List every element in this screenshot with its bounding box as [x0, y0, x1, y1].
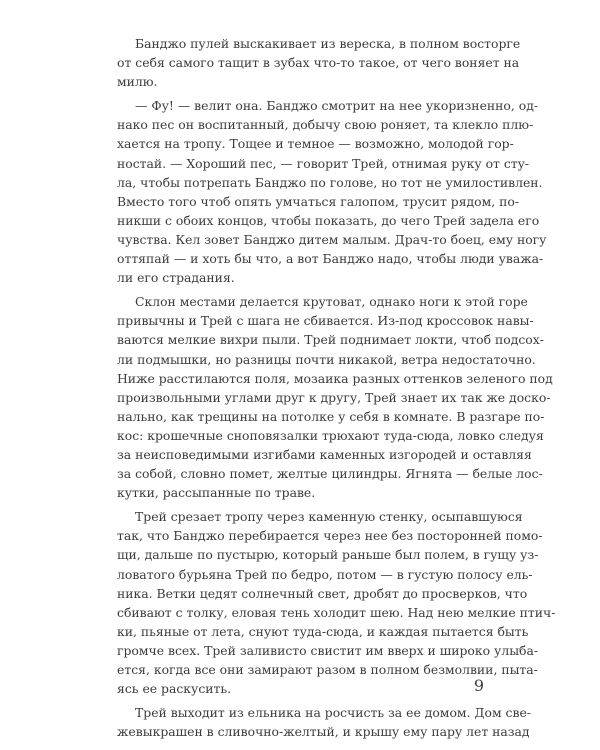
paragraph: [117, 507, 556, 698]
text-line: ностай. — Хороший пес, — говорит Трей, отнимая руку от сту-: [117, 155, 530, 171]
text-line: Банджо пулей выскакивает из вереска, в полном восторге: [135, 36, 521, 51]
paragraph: [117, 34, 521, 91]
text-line: ловатого бурьяна Трей по бедро, потом — в густую полосу ель-: [117, 566, 533, 582]
text-line: произвольными углами друг к другу, Трей знает их так же доско-: [117, 389, 551, 405]
text-line: Склон местами делается крутоват, однако ноги к этой горе: [135, 294, 528, 310]
page-number: 9: [473, 676, 484, 695]
text-line: Трей срезает тропу через каменную стенку, осыпавшуюся: [135, 509, 523, 525]
text-line: от себя самого тащит в зубах что-то такое, от чего воняет на: [117, 55, 520, 71]
text-line: ли подмышки, но разницы почти никакой, ветра недостаточно.: [117, 351, 536, 367]
text-line: привычны и Трей с шага не сбивается. Из-под кроссовок навы-: [117, 313, 534, 329]
text-line: ника. Ветки цедят солнечный свет, дробят до просверков, что: [117, 585, 528, 601]
text-line: ки, пьяные от лета, снуют туда-сюда, и каждая пытается быть: [117, 623, 529, 639]
text-line: — Фу! — велит она. Банджо смотрит на нее укоризненно, од-: [135, 98, 539, 114]
text-line: так, что Банджо перебирается через нее без посторонней помо-: [117, 528, 543, 544]
text-line: ется, когда все они замирают разом в полном безмолвии, пыта-: [117, 662, 538, 677]
text-line: громче всех. Трей заливисто свистит им вверх и широко улыба-: [117, 642, 539, 658]
text-line: Ниже расстилаются поля, мозаика разных оттенков зеленого под: [117, 370, 553, 386]
text-line: Трей выходит из ельника на росчисть за ее домом. Дом све-: [135, 705, 531, 721]
text-line: ли его страдания.: [117, 270, 235, 286]
text-line: жевыкрашен в сливочно-желтый, и крышу ему пару лет назад: [117, 724, 530, 740]
text-line: нако пес он воспитанный, добычу свою роняет, та клекло плю-: [117, 117, 534, 133]
paragraph: [117, 703, 531, 741]
body-text: [117, 34, 556, 741]
paragraph: [117, 96, 547, 287]
text-line: кутки, рассыпанные по траве.: [117, 485, 316, 501]
text-line: щи, дальше по пустырю, который раньше был полем, в гущу уз-: [117, 547, 539, 563]
text-line: нально, как трещины на потолке у себя в комнате. В разгаре по-: [117, 408, 545, 424]
text-line: милю.: [117, 74, 158, 90]
text-line: кос: крошечные сноповязалки трюхают туда-сюда, ловко следуя: [117, 427, 544, 443]
text-line: оттяпай — и хоть бы что, а вот Банджо надо, чтобы люди уважа-: [117, 251, 544, 267]
paragraph: [117, 292, 553, 502]
text-line: ясь ее раскусить.: [117, 681, 232, 697]
text-line: никши с обоих концов, чтобы показать, до чего Трей задела его: [117, 212, 540, 228]
text-line: Вместо того чтоб опять умчаться галопом, трусит рядом, по-: [117, 193, 520, 209]
text-line: сбивают с толку, еловая тень холодит шею. Над нею мелкие птич-: [117, 604, 556, 620]
text-line: чувства. Кел зовет Банджо дитем малым. Драч-то боец, ему ногу: [117, 231, 547, 247]
text-line: ваются мелкие вихри пыли. Трей поднимает локти, чтоб подсох-: [117, 332, 544, 348]
text-line: за собой, словно помет, желтые цилиндры. Ягнята — белые лос-: [117, 466, 543, 482]
text-line: за неисповедимыми изгибами каменных изгородей и оставляя: [117, 446, 532, 462]
text-line: ла, чтобы потрепать Банджо по голове, но тот не умилостивлен.: [117, 174, 543, 190]
text-line: хается на тропу. Тощее и темное — возможно, молодой гор-: [117, 136, 514, 152]
